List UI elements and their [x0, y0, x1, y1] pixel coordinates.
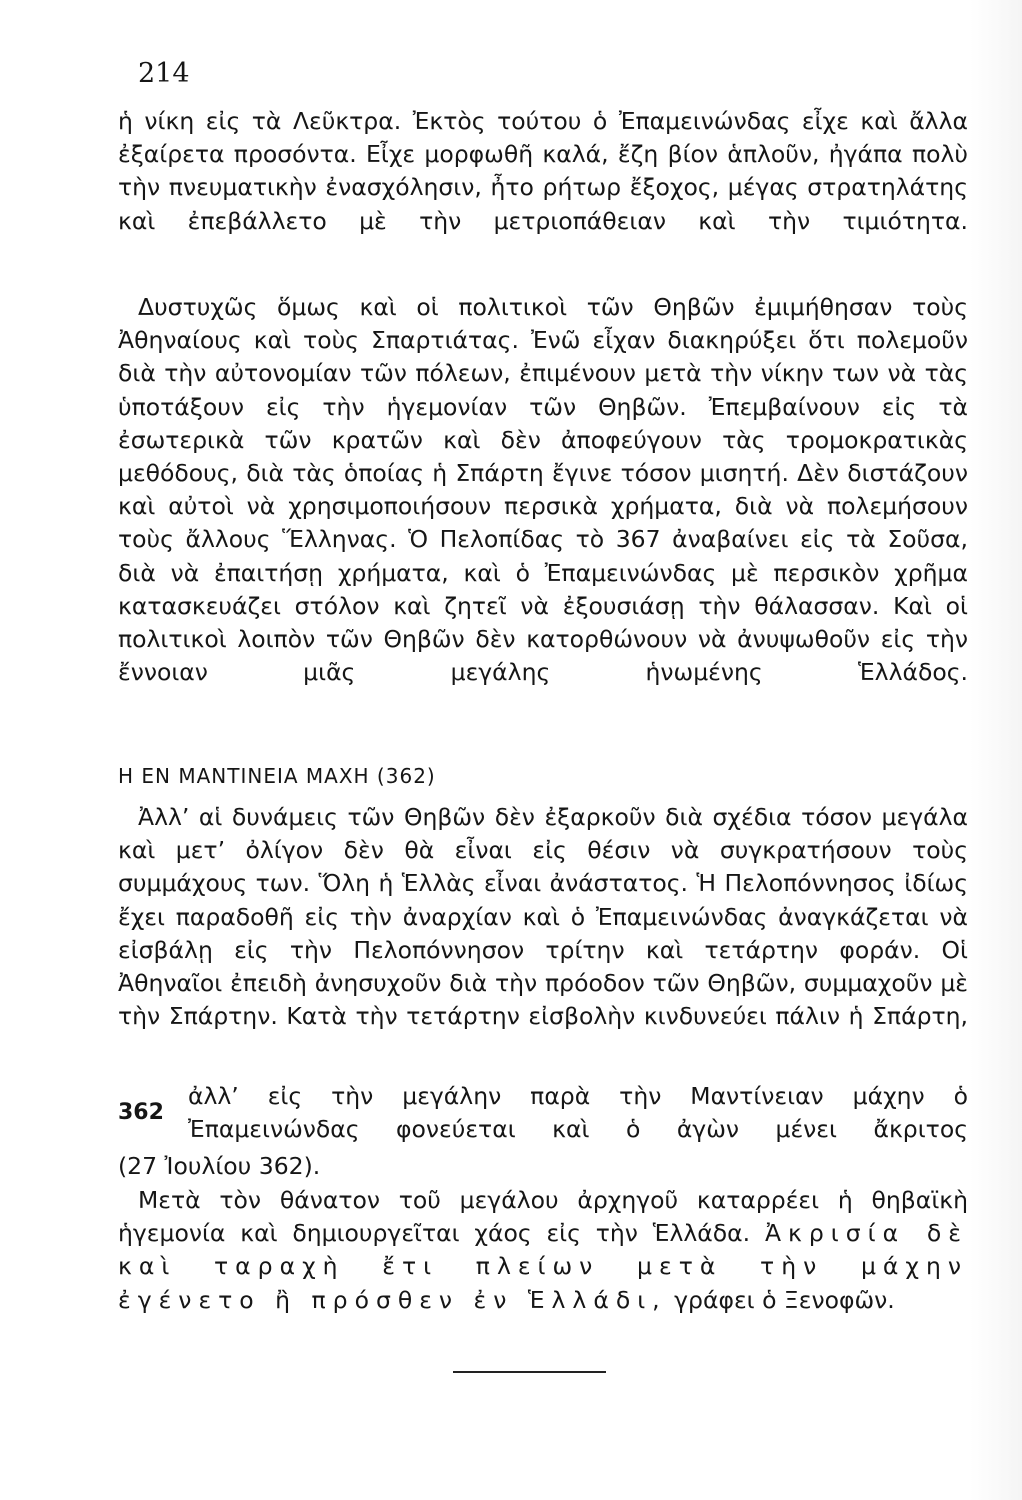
section-heading: Η ΕΝ ΜΑΝΤΙΝΕΙΑ ΜΑΧΗ (362)	[118, 764, 436, 788]
xenophon-quote: Ἀκρισία δὲ καὶ ταραχὴ ἔτι πλείων μετὰ τὴν μάχην ἐγένετο ἢ πρόσθεν ἐν Ἑλλάδι,	[118, 1219, 968, 1314]
paragraph-4-intro: Μετὰ τὸν θάνατον τοῦ μεγάλου ἀρχηγοῦ καταρρέει ἡ θηβαϊκὴ ἡγεμονία καὶ δημιουργεῖται χάος εἰς τὴν Ἑλλάδα.	[118, 1186, 968, 1248]
paragraph-4	[118, 1184, 968, 1317]
page-number: 214	[138, 58, 190, 89]
margin-year: 362	[118, 1100, 164, 1125]
paragraph-4-outro: γράφει ὁ Ξενοφῶν.	[674, 1285, 895, 1314]
indented-continuation: ἀλλ’ εἰς τὴν μεγάλην παρὰ τὴν Μαντίνειαν μάχην ὁ Ἐπαμεινώνδας φονεύεται καὶ ὁ ἀγὼν μένει ἄκριτος	[188, 1082, 968, 1144]
date-line: (27 Ἰουλίου 362).	[118, 1152, 321, 1180]
page-edge-shadow	[970, 0, 1022, 1500]
end-rule	[453, 1371, 606, 1373]
paragraph-2: Δυστυχῶς ὅμως καὶ οἱ πολιτικοὶ τῶν Θηβῶν ἐμιμήθησαν τοὺς Ἀθηναίους καὶ τοὺς Σπαρτιάτας. Ἐνῶ εἶχαν διακηρύξει ὅτι πολεμοῦν διὰ τὴν αὐτονομίαν τῶν πόλεων, ἐπιμένουν μετὰ τὴν νίκην των νὰ τὰς ὑποτάξουν εἰς τὴν ἡγεμονίαν τῶν Θηβῶν. Ἐπεμβαίνουν εἰς τὰ ἐσωτερικὰ τῶν κρατῶν καὶ δὲν ἀποφεύγουν τὰς τρομοκρατικὰς μεθόδους, διὰ τὰς ὁποίας ἡ Σπάρτη ἔγινε τόσον μισητή. Δὲν διστάζουν καὶ αὐτοὶ νὰ χρησιμοποιήσουν περσικὰ χρήματα, διὰ νὰ πολεμήσουν τοὺς ἄλλους Ἕλληνας. Ὁ Πελοπίδας τὸ 367 ἀναβαίνει εἰς τὰ Σοῦσα, διὰ νὰ ἐπαιτήσῃ χρήματα, καὶ ὁ Ἐπαμεινώνδας μὲ περσικὸν χρῆμα κατασκευάζει στόλον καὶ ζητεῖ νὰ ἐξουσιάσῃ τὴν θάλασσαν. Καὶ οἱ πολιτικοὶ λοιπὸν τῶν Θηβῶν δὲν κατορθώνουν νὰ ἀνυψωθοῦν εἰς τὴν ἔννοιαν μιᾶς μεγάλης ἡνωμένης Ἑλλάδος.	[118, 293, 968, 687]
paragraph-3: Ἀλλ’ αἱ δυνάμεις τῶν Θηβῶν δὲν ἐξαρκοῦν διὰ σχέδια τόσον μεγάλα καὶ μετ’ ὀλίγον δὲν θὰ εἶναι εἰς θέσιν νὰ συγκρατήσουν τοὺς συμμάχους των. Ὅλη ἡ Ἑλλὰς εἶναι ἀνάστατος. Ἡ Πελοπόννησος ἰδίως ἔχει παραδοθῆ εἰς τὴν ἀναρχίαν καὶ ὁ Ἐπαμεινώνδας ἀναγκάζεται νὰ εἰσβάλῃ εἰς τὴν Πελοπόννησον τρίτην καὶ τετάρτην φοράν. Οἱ Ἀθηναῖοι ἐπειδὴ ἀνησυχοῦν διὰ τὴν πρόοδον τῶν Θηβῶν, συμμαχοῦν μὲ τὴν Σπάρτην. Κατὰ τὴν τετάρτην εἰσβολὴν κινδυνεύει πάλιν ἡ Σπάρτη,	[118, 803, 968, 1031]
paragraph-1: ἡ νίκη εἰς τὰ Λεῦκτρα. Ἐκτὸς τούτου ὁ Ἐπαμεινώνδας εἶχε καὶ ἄλλα ἐξαίρετα προσόντα. Εἶχε μορφωθῆ καλά, ἔζη βίον ἁπλοῦν, ἠγάπα πολὺ τὴν πνευματικὴν ἐνασχόλησιν, ἦτο ρήτωρ ἔξοχος, μέγας στρατηλάτης καὶ ἐπεβάλλετο μὲ τὴν μετριοπάθειαν καὶ τὴν τιμιότητα.	[118, 107, 968, 235]
